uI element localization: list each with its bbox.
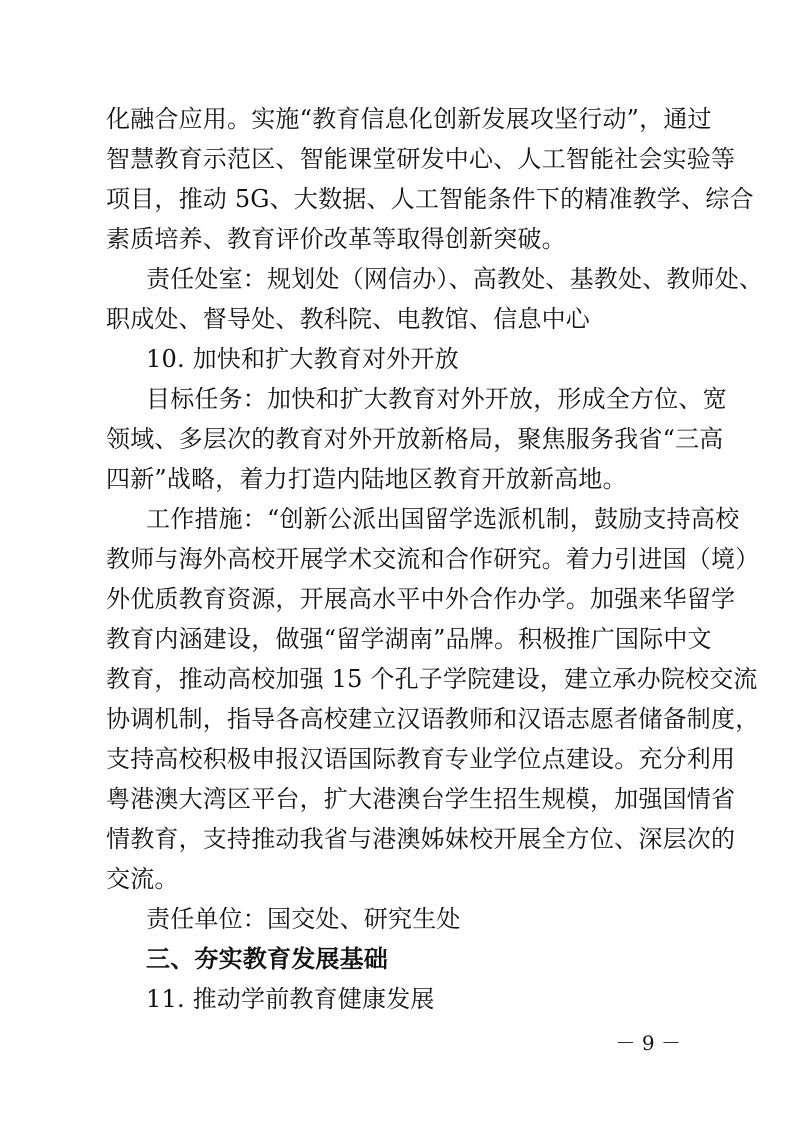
body-text-line: 化融合应用。实施“教育信息化创新发展攻坚行动”，通过	[106, 105, 712, 133]
section-item-title: 11. 推动学前教育健康发展	[146, 985, 435, 1013]
section-heading: 三、夯实教育发展基础	[146, 945, 388, 973]
measures-text-line: 教师与海外高校开展学术交流和合作研究。着力引进国（境）	[106, 545, 760, 573]
body-text-line: 项目，推动 5G、大数据、人工智能条件下的精准教学、综合	[106, 185, 754, 213]
goals-text-line: 目标任务：加快和扩大教育对外开放，形成全方位、宽	[146, 385, 727, 413]
body-text-line: 素质培养、教育评价改革等取得创新突破。	[106, 225, 566, 253]
responsible-offices-line: 责任处室：规划处（网信办）、高教处、基教处、教师处、	[146, 265, 764, 293]
measures-text-line: 教育内涵建设，做强“留学湖南”品牌。积极推广国际中文	[106, 625, 712, 653]
measures-text-line: 教育，推动高校加强 15 个孔子学院建设，建立承办院校交流	[106, 665, 758, 693]
goals-text-line: 四新”战略，着力打造内陆地区教育开放新高地。	[106, 465, 627, 493]
body-text-line: 智慧教育示范区、智能课堂研发中心、人工智能社会实验等	[106, 145, 736, 173]
measures-text-line: 外优质教育资源，开展高水平中外合作办学。加强来华留学	[106, 585, 736, 613]
measures-text-line: 支持高校积极申报汉语国际教育专业学位点建设。充分利用	[106, 745, 736, 773]
goals-text-line: 领域、多层次的教育对外开放新格局，聚焦服务我省“三高	[106, 425, 724, 453]
section-item-title: 10. 加快和扩大教育对外开放	[146, 345, 459, 373]
responsible-offices-line: 职成处、督导处、教科院、电教馆、信息中心	[106, 305, 590, 333]
measures-text-line: 交流。	[106, 865, 179, 893]
measures-text-line: 协调机制，指导各高校建立汉语教师和汉语志愿者储备制度，	[106, 705, 760, 733]
measures-text-line: 工作措施：“创新公派出国留学选派机制，鼓励支持高校	[146, 505, 740, 533]
page-number: － 9 －	[615, 1031, 681, 1055]
measures-text-line: 情教育，支持推动我省与港澳姊妹校开展全方位、深层次的	[106, 825, 736, 853]
responsible-units-line: 责任单位：国交处、研究生处	[146, 905, 461, 933]
measures-text-line: 粤港澳大湾区平台，扩大港澳台学生招生规模，加强国情省	[106, 785, 736, 813]
